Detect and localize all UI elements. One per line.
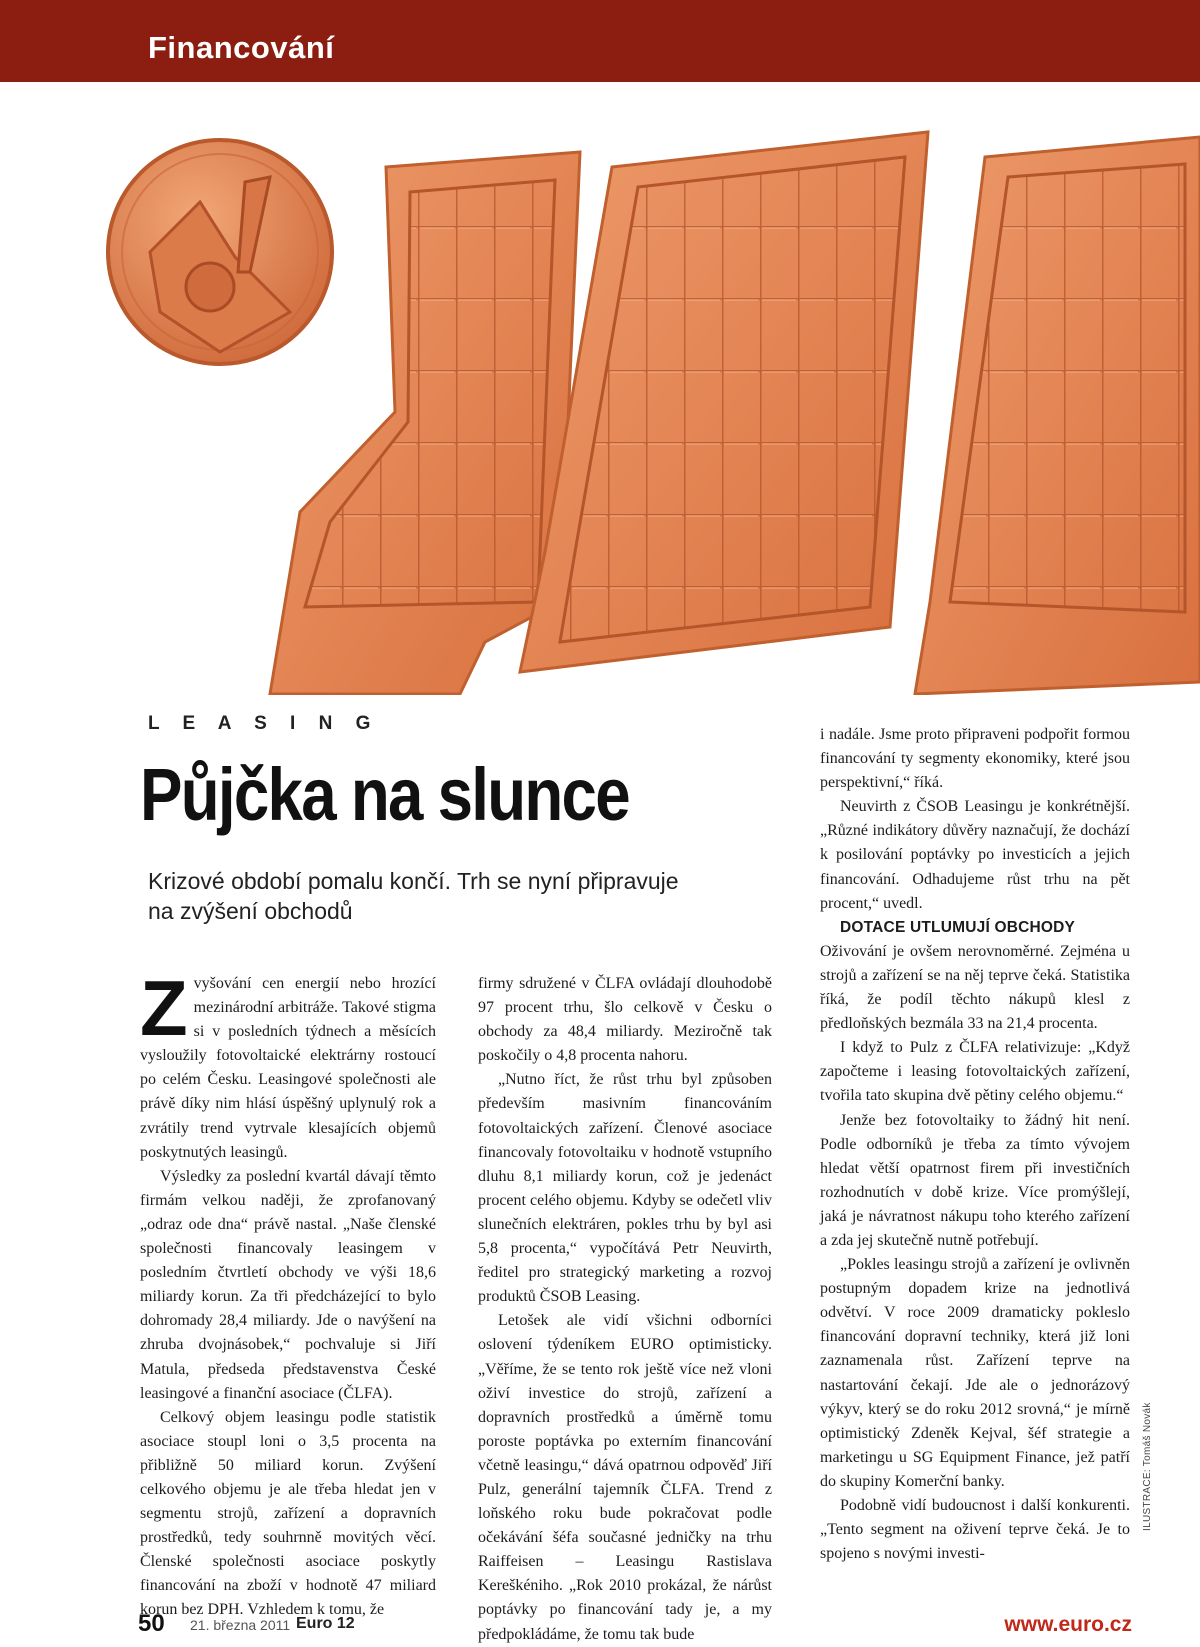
issue-date: 21. března 2011 bbox=[190, 1617, 291, 1633]
illustration-credit: ILUSTRACE: Tomáš Novák bbox=[1142, 1402, 1153, 1531]
article-paragraph: „Pokles leasingu strojů a zařízení je ovlivněn postupným dopadem krize na jednotlivá odvětví. V roce 2009 dramaticky pokleslo financování dopravní techniky, která již loni zaznamenala růst. Zařízení teprve na nastartování čekají. Jde ale o jednorázový výkyv, který se do roku 2012 srovná,“ je mírně optimistický Zdeněk Kejval, šéf strategie a marketingu u SG Equipment Finance, jež patří do skupiny Komerční banky. bbox=[820, 1256, 1130, 1490]
website-link[interactable]: www.euro.cz bbox=[1004, 1613, 1132, 1636]
article-paragraph: Celkový objem leasingu podle statistik asociace stoupl loni o 3,5 procenta na přibližně 50 miliard korun. Zvýšení celkového objemu je ale třeba hledat jen v segmentu strojů, zařízení a dopravních prostředků, tedy souhrnně movitých věcí. Členské společnosti asociace poskytly financování na zboží v hodnotě 47 miliard korun bez DPH. Vzhledem k tomu, že bbox=[140, 1408, 436, 1619]
page-footer bbox=[0, 1610, 1200, 1640]
article-subheading: DOTACE UTLUMUJÍ OBCHODY bbox=[840, 918, 1076, 936]
clay-panel-right bbox=[915, 137, 1200, 694]
article-paragraph: Oživování je ovšem nerovnoměrné. Zejména u strojů a zařízení se na něj teprve čeká. Statistika říká, že podíl těchto nákupů klesl z předloňských bezmála 33 na 21,4 procenta. bbox=[820, 942, 1130, 1033]
section-title: Financování bbox=[148, 30, 335, 65]
article-paragraph: Podobně vidí budoucnost i další konkurenti. „Tento segment na oživení teprve čeká. Je to spojeno s novými investi- bbox=[820, 1497, 1130, 1563]
article-column-1 bbox=[140, 964, 436, 1623]
article-paragraph: „Nutno říct, že růst trhu byl způsoben především masivním financováním fotovoltaických zařízení. Členové asociace financovaly fotovoltaiku v hodnotě vstupního dluhu 8,1 miliardy korun, což je jedenáct procent celého objemu. Kdyby se odečetl vliv slunečních elektráren, pokles trhu by byl asi 5,8 procenta,“ vypočítává Petr Neuvirth, ředitel pro strategický marketing a rozvoj produktů ČSOB Leasing. bbox=[478, 1071, 772, 1306]
article-column-2 bbox=[478, 972, 772, 1647]
article-paragraph: Výsledky za poslední kvartál dávají těmto firmám velkou naději, že zprofanovaný „odraz ode dna“ právě nastal. „Naše členské společnosti financovaly leasingem v posledním čtvrtletí obchody ve výši 18,6 miliardy korun. Za tři předcházející to bylo dohromady 28,4 miliardy. Jde o navýšení na zhruba dvojnásobek,“ pochvaluje si Jiří Matula, předseda představenstva České leasingové a finanční asociace (ČLFA). bbox=[140, 1167, 436, 1402]
clay-coin-logo bbox=[108, 140, 332, 364]
page-number: 50 bbox=[138, 1610, 165, 1637]
article-paragraph: Neuvirth z ČSOB Leasingu je konkrétnější. „Různé indikátory důvěry naznačují, že dochází k posilování poptávky po investicích a jejich financování. Odhadujeme růst trhu na pět procent,“ uvedl. bbox=[820, 798, 1130, 912]
section-header-bar bbox=[0, 0, 1200, 82]
article-paragraph: Letošek ale vidí všichni odborníci oslovení týdeníkem EURO optimisticky. „Věříme, že se tento rok ještě více než vloni oživí investice do strojů, zařízení a dopravních prostředků a úměrně tomu poroste poptávka po externím financování včetně leasingu,“ dává opatrnou odpověď Jiří Pulz, generální tajemník ČLFA. Trend z loňského roku bude pokračovat podle očekávání šéfa současné jedničky na trhu Raiffeisen – Leasingu Rastislava Kereškéniho. „Rok 2010 prokázal, že nárůst poptávky po financování tady je, a my předpokládáme, že tomu tak bude bbox=[478, 1312, 772, 1643]
clay-panel-middle bbox=[520, 132, 928, 672]
article-column-3 bbox=[820, 723, 1130, 1566]
article-title: Půjčka na slunce bbox=[140, 753, 629, 836]
article-paragraph: firmy sdružené v ČLFA ovládají dlouhodobě 97 procent trhu, šlo celkově v Česku o obchody za 48,4 miliardy. Meziročně tak poskočily o 4,8 procenta nahoru. bbox=[478, 975, 772, 1065]
magazine-issue: Euro 12 bbox=[296, 1615, 355, 1632]
hero-clay-solar-panels-image bbox=[0, 82, 1200, 695]
article-paragraph: Zvyšování cen energií nebo hrozící mezinárodní arbitráže. Takové stigma si v posledních týdnech a měsících vysloužily fotovoltaické elektrárny rostoucí po celém Česku. Leasingové společnosti ale právě díky nim hlásí úspěšný uplynulý rok a zvrátily trend vytrvale klesajících objemů poskytnutých leasingů. bbox=[140, 964, 436, 1161]
article-subtitle: Krizové období pomalu končí. Trh se nyní připravuje na zvýšení obchodů bbox=[148, 868, 679, 924]
article-rubric: L E A S I N G bbox=[148, 713, 380, 734]
article-paragraph: i nadále. Jsme proto připraveni podpořit formou financování ty segmenty ekonomiky, které jsou perspektivní,“ říká. bbox=[820, 726, 1130, 792]
article-paragraph: Jenže bez fotovoltaiky to žádný hit není. Podle odborníků je třeba za tímto vývojem hledat větší opatrnost firem při investičních rozhodnutích v době krize. Více promýšlejí, jaká je návratnost nákupu toho kterého zařízení a zda jej skutečně nutně potřebují. bbox=[820, 1111, 1130, 1249]
clay-panels-illustration bbox=[0, 82, 1200, 695]
dropcap: Z bbox=[140, 964, 188, 1052]
article-paragraph: I když to Pulz z ČLFA relativizuje: „Když započteme i leasing fotovoltaických zařízení, tvořila tato skupina dvě pětiny celého objemu.“ bbox=[820, 1039, 1130, 1105]
